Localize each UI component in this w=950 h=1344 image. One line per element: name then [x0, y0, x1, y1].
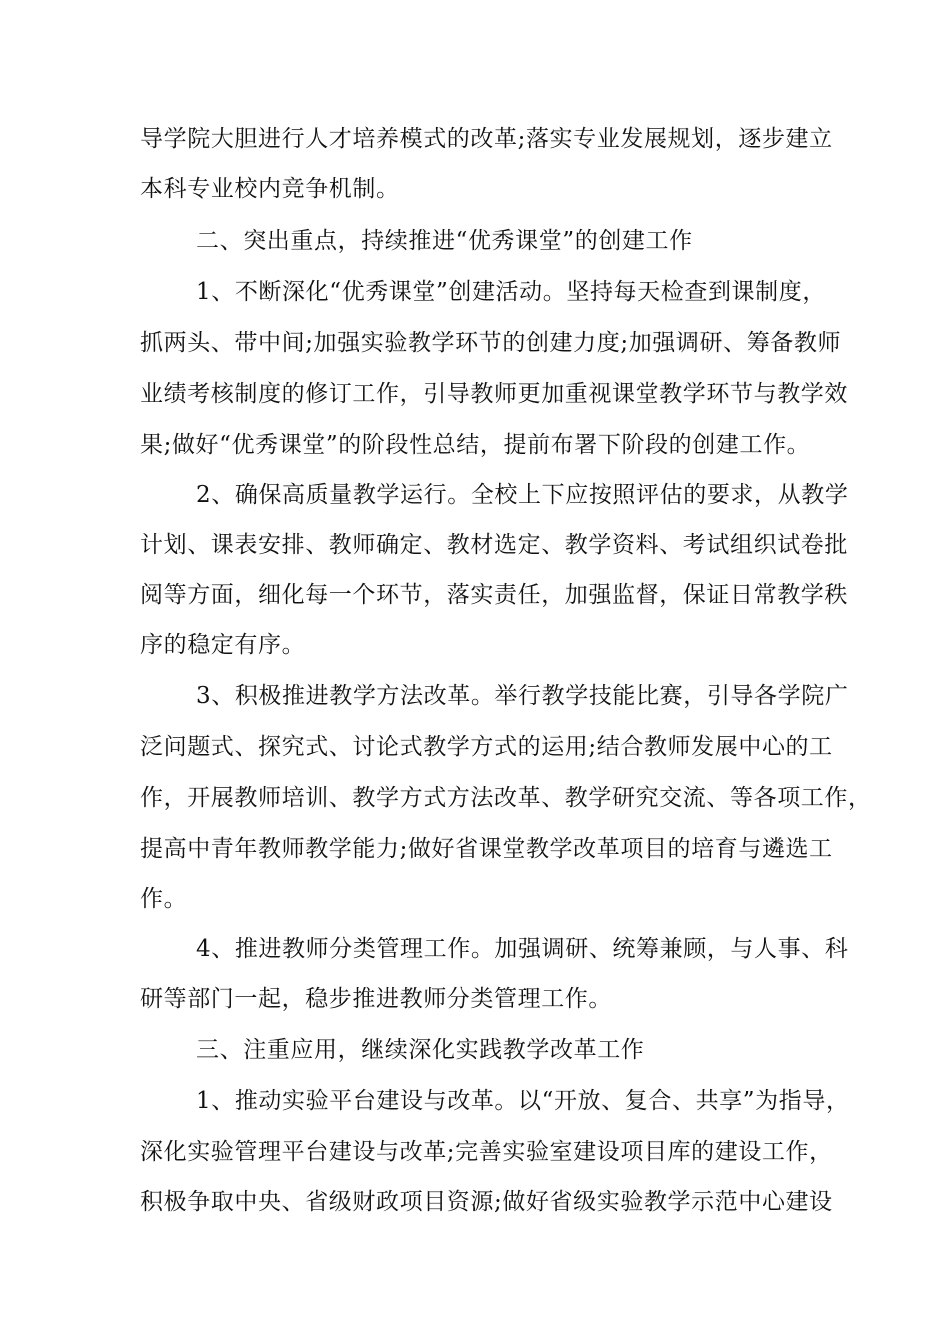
- body-text-line: 提高中青年教师教学能力;做好省课堂教学改革项目的培育与遴选工: [140, 836, 833, 862]
- body-text-line: 研等部门一起，稳步推进教师分类管理工作。: [140, 986, 612, 1012]
- body-text-line: 泛问题式、探究式、讨论式教学方式的运用;结合教师发展中心的工: [140, 734, 833, 760]
- body-text-line: 2、确保高质量教学运行。全校上下应按照评估的要求，从教学: [196, 482, 849, 508]
- body-text-line: 抓两头、带中间;加强实验教学环节的创建力度;加强调研、筹备教师: [140, 330, 842, 356]
- body-text-line: 果;做好“优秀课堂”的阶段性总结，提前布署下阶段的创建工作。: [140, 432, 811, 458]
- section-heading-3: 三、注重应用，继续深化实践教学改革工作: [196, 1037, 645, 1063]
- section-heading-2: 二、突出重点，持续推进“优秀课堂”的创建工作: [196, 228, 693, 254]
- body-text-line: 计划、课表安排、教师确定、教材选定、教学资料、考试组织试卷批: [140, 532, 848, 558]
- body-text-line: 本科专业校内竞争机制。: [140, 176, 400, 202]
- body-text-line: 1、不断深化“优秀课堂”创建活动。坚持每天检查到课制度，: [196, 279, 826, 305]
- body-text-line: 积极争取中央、省级财政项目资源;做好省级实验教学示范中心建设: [140, 1189, 833, 1215]
- body-text-line: 阅等方面，细化每一个环节，落实责任，加强监督，保证日常教学秩: [140, 582, 848, 608]
- body-text-line: 1、推动实验平台建设与改革。以“开放、复合、共享”为指导，: [196, 1088, 850, 1114]
- body-text-line: 序的稳定有序。: [140, 632, 306, 658]
- body-text-line: 3、积极推进教学方法改革。举行教学技能比赛，引导各学院广: [196, 683, 849, 709]
- body-text-line: 4、推进教师分类管理工作。加强调研、统筹兼顾，与人事、科: [196, 936, 849, 962]
- body-text-line: 作。: [140, 886, 188, 912]
- body-text-line: 业绩考核制度的修订工作，引导教师更加重视课堂教学环节与教学效: [140, 381, 848, 407]
- body-text-line: 导学院大胆进行人才培养模式的改革;落实专业发展规划，逐步建立: [140, 126, 833, 152]
- body-text-line: 深化实验管理平台建设与改革;完善实验室建设项目库的建设工作，: [140, 1139, 833, 1165]
- body-text-line: 作，开展教师培训、教学方式方法改革、教学研究交流、等各项工作，: [140, 785, 872, 811]
